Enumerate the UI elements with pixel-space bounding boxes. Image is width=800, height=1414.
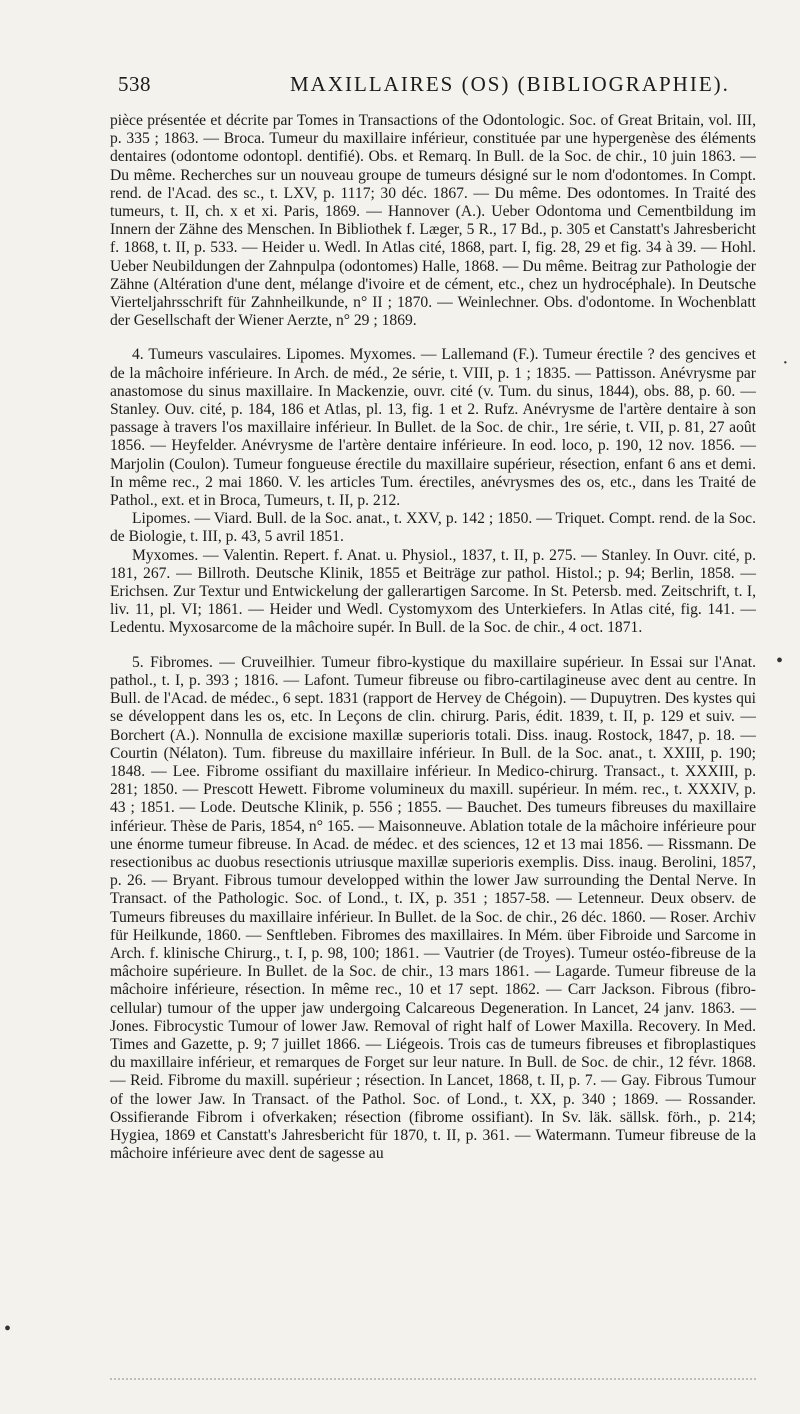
margin-mark: •	[4, 1318, 12, 1340]
paragraph: Myxomes. — Valentin. Repert. f. Anat. u. Physiol., 1837, t. II, p. 275. — Stanley. In Ouvr. cité, p. 181, 267. — Billroth. Deutsche Klinik, 1855 et Beiträge zur pathol. Histol.; p. 94; Berlin, 1858. — Erichsen. Zur Textur und Entwickelung der gallerartigen Sarcome. In St. Petersb. med. Zeitschrift, t. I, liv. 11, pl. VI; 1861. — Heider und Wedl. Cystomyxom des Unterkiefers. In Atlas cité, fig. 141. — Ledentu. Myxosarcome de la mâchoire supér. In Bull. de la Soc. de chir., 4 oct. 1871.	[110, 546, 756, 637]
page-number: 538	[118, 72, 151, 96]
body-text	[110, 112, 756, 1163]
paragraph: 4. Tumeurs vasculaires. Lipomes. Myxomes. — Lallemand (F.). Tumeur érectile ? des gencives et de la mâchoire inférieure. In Arch. de méd., 2e série, t. VIII, p. 1 ; 1835. — Pattisson. Anévrysme par anastomose du sinus maxillaire. In Mackenzie, ouvr. cité (v. Tum. du sinus, 1844), obs. 88, p. 60. — Stanley. Ouv. cité, p. 184, 186 et Atlas, pl. 13, fig. 1 et 2. Rufz. Anévrysme de l'artère dentaire à son passage à travers l'os maxillaire inférieur. In Bullet. de la Soc. de chir., 1re série, t. VII, p. 81, 27 août 1856. — Heyfelder. Anévrysme de l'artère dentaire inférieure. In eod. loco, p. 190, 12 nov. 1856. — Marjolin (Coulon). Tumeur fongueuse érectile du maxillaire supérieur, résection, enfant 6 ans et demi. In même rec., 2 mai 1860. V. les articles Tum. érectiles, anévrysmes des os, etc., dans les Traité de Pathol., ext. et in Broca, Tumeurs, t. II, p. 212.	[110, 346, 756, 510]
margin-mark: ·	[782, 352, 789, 374]
section-fibromes	[110, 654, 756, 1164]
paragraph: 5. Fibromes. — Cruveilhier. Tumeur fibro-kystique du maxillaire supérieur. In Essai sur l'Anat. pathol., t. I, p. 393 ; 1816. — Lafont. Tumeur fibreuse ou fibro-cartilagineuse avec dent au centre. In Bull. de l'Acad. de médec., 6 sept. 1831 (rapport de Hervey de Chégoin). — Dupuytren. Des kystes qui se développent dans les os, etc. In Leçons de clin. chirurg. Paris, édit. 1839, t. II, p. 129 et suiv. — Borchert (A.). Nonnulla de excisione maxillæ superioris totali. Diss. inaug. Rostock, 1847, p. 18. — Courtin (Nélaton). Tum. fibreuse du maxillaire inférieur. In Bull. de la Soc. anat., t. XXIII, p. 190; 1848. — Lee. Fibrome ossifiant du maxillaire inférieur. In Medico-chirurg. Transact., t. XXXIII, p. 281; 1850. — Prescott Hewett. Fibrome volumineux du maxill. supérieur. In mém. rec., t. XXXIV, p. 43 ; 1851. — Lode. Deutsche Klinik, p. 556 ; 1855. — Bauchet. Des tumeurs fibreuses du maxillaire inférieur. Thèse de Paris, 1854, n° 165. — Maisonneuve. Ablation totale de la mâchoire inférieure pour une énorme tumeur fibreuse. In Acad. de médec. et des sciences, 12 et 13 mai 1856. — Rissmann. De resectionibus ac duobus resectionis utriusque maxillæ superioris exemplis. Diss. inaug. Berolini, 1857, p. 26. — Bryant. Fibrous tumour developped within the lower Jaw surrounding the Dental Nerve. In Transact. of the Pathologic. Soc. of Lond., t. IX, p. 351 ; 1857-58. — Letenneur. Deux observ. de Tumeurs fibreuses du maxillaire inférieur. In Bullet. de la Soc. de chir., 26 déc. 1860. — Roser. Archiv für Heilkunde, 1860. — Senftleben. Fibromes des maxillaires. In Mém. über Fibroide und Sarcome in Arch. f. klinische Chirurg., t. I, p. 98, 100; 1861. — Vautrier (de Troyes). Tumeur ostéo-fibreuse de la mâchoire supérieure. In Bullet. de la Soc. de chir., 13 mars 1861. — Lagarde. Tumeur fibreuse de la mâchoire inférieure, résection. In même rec., 10 et 17 sept. 1862. — Carr Jackson. Fibrous (fibro-cellular) tumour of the upper jaw undergoing Calcareous Degeneration. In Lancet, 24 janv. 1863. — Jones. Fibrocystic Tumour of lower Jaw. Removal of right half of Lower Maxilla. Recovery. In Med. Times and Gazette, p. 9; 7 juillet 1866. — Liégeois. Trois cas de tumeurs fibreuses et fibroplastiques du maxillaire inférieur, et remarques de Forget sur leur nature. In Bull. de Soc. de chir., 12 févr. 1868. — Reid. Fibrome du maxill. supérieur ; résection. In Lancet, 1868, t. II, p. 7. — Gay. Fibrous Tumour of the lower Jaw. In Transact. of the Pathol. Soc. of Lond., t. XX, p. 340 ; 1869. — Rossander. Ossifierande Fibrom i ofverkaken; résection (fibrome ossifiant). In Sv. läk. sällsk. förh., p. 214; Hygiea, 1869 et Canstatt's Jahresbericht für 1870, t. II, p. 361. — Watermann. Tumeur fibreuse de la mâchoire inférieure avec dent de sagesse au	[110, 653, 756, 1163]
paragraph: pièce présentée et décrite par Tomes in Transactions of the Odontologic. Soc. of Great Britain, vol. III, p. 335 ; 1863. — Broca. Tumeur du maxillaire inférieur, constituée par une hypergenèse des éléments dentaires (odontome odontopl. dentifié). Obs. et Remarq. In Bull. de la Soc. de chir., 10 juin 1863. — Du même. Recherches sur un nouveau groupe de tumeurs désigné sur le nom d'odontomes. In Compt. rend. de l'Acad. des sc., t. LXV, p. 1117; 30 déc. 1867. — Du même. Des odontomes. In Traité des tumeurs, t. II, ch. x et xi. Paris, 1869. — Hannover (A.). Ueber Odontoma und Cementbildung im Innern der Zähne des Menschen. In Bibliothek f. Læger, 5 R., 17 Bd., p. 305 et Canstatt's Jahresbericht f. 1868, t. II, p. 533. — Heider u. Wedl. In Atlas cité, 1868, part. I, fig. 28, 29 et fig. 34 à 39. — Hohl. Ueber Neubildungen der Zahnpulpa (odontomes) Halle, 1868. — Du même. Beitrag zur Pathologie der Zähne (Altération d'une dent, mélange d'ivoire et de cément, etc., chez un hydrocéphale). In Deutsche Vierteljahrsschrift für Zahnheilkunde, n° II ; 1870. — Weinlechner. Obs. d'odontome. In Wochenblatt der Gesellschaft der Wiener Aerzte, n° 29 ; 1869.	[110, 112, 756, 330]
paragraph: Lipomes. — Viard. Bull. de la Soc. anat., t. XXV, p. 142 ; 1850. — Triquet. Compt. rend. de la Soc. de Biologie, t. III, p. 43, 5 avril 1851.	[110, 510, 756, 546]
paragraph-continued	[110, 112, 756, 330]
running-title: MAXILLAIRES (OS) (BIBLIOGRAPHIE).	[290, 72, 730, 96]
bottom-rule	[110, 1378, 756, 1386]
running-head	[110, 72, 756, 102]
section-tumeurs-vasculaires	[110, 346, 756, 637]
margin-mark: •	[776, 650, 784, 672]
